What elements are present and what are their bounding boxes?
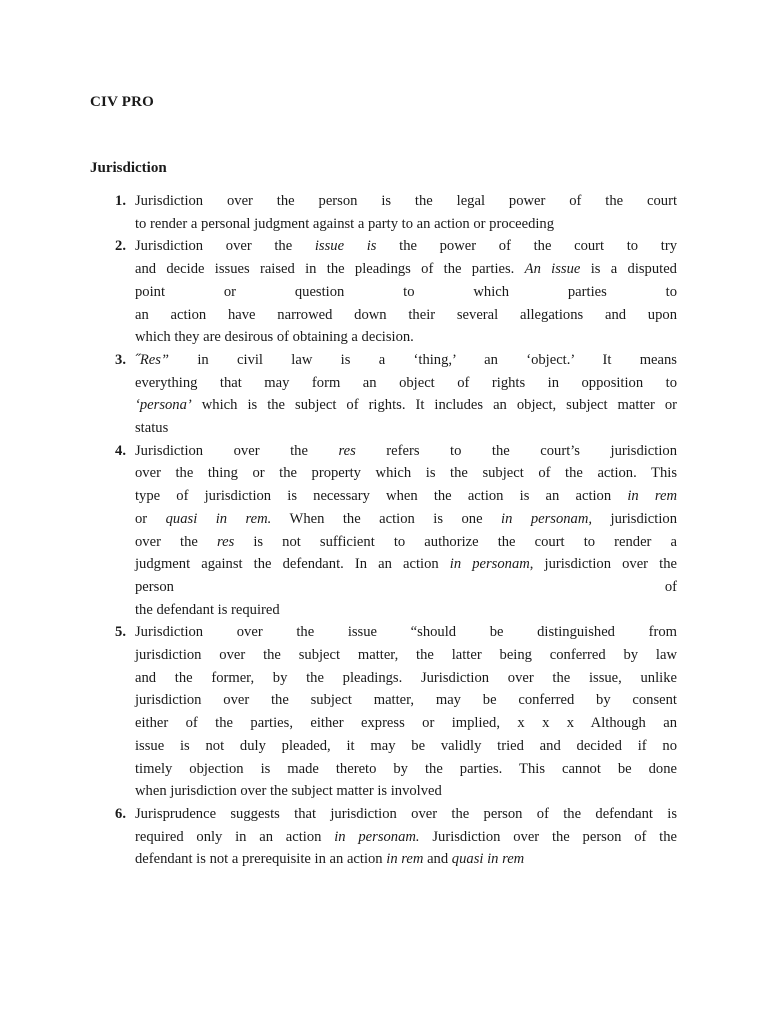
text-segment: timely objection is made thereto by the parties. This cannot be done [135,760,677,777]
italic-text: in rem [627,488,677,505]
text-segment: everything that may form an object of rights in opposition to [135,374,677,391]
text-line [135,621,677,644]
list-item [108,621,677,803]
text-line [135,531,677,554]
text-line [135,349,677,372]
text-line [135,372,677,395]
text-line [135,326,677,349]
text-segment: refers to the court’s jurisdiction [355,442,677,459]
text-line [135,281,677,304]
italic-text: ‘persona’ [135,397,192,414]
text-segment: jurisdiction over the subject matter, may be conferred by consent [135,692,677,709]
text-segment: status [135,420,169,437]
text-segment: an action have narrowed down their several allegations and upon [135,306,677,323]
list-item [108,190,677,235]
list-item-number: 3. [115,351,126,368]
italic-text: res [216,533,235,550]
text-segment: required only in an action [135,828,335,845]
italic-text: in personam [449,556,530,573]
section-heading: Jurisdiction [90,160,167,176]
italic-text: quasi in rem. [165,510,272,527]
text-segment: issue is not duly pleaded, it may be validly tried and decided if no [135,737,677,754]
text-segment: the defendant is required [135,601,280,618]
text-segment: which is the subject of rights. It includes an object, subject matter or [191,397,677,414]
document-title: CIV PRO [90,94,155,110]
list-item-number: 2. [115,238,126,255]
text-segment: in civil law is a ‘thing,’ an ‘object.’ It means [169,351,677,368]
text-segment: Jurisdiction over the person of the [419,828,677,845]
text-line [135,258,677,281]
text-segment: Jurisdiction over the issue “should be distinguished from [135,624,677,641]
text-line [135,735,677,758]
text-segment: is a disputed [580,261,677,278]
text-segment: Jurisdiction over the [135,442,339,459]
italic-text: res [338,442,356,459]
text-line [135,758,677,781]
list-item [108,235,677,349]
text-line [135,394,677,417]
text-line [135,780,677,803]
text-segment: When the action is one [271,510,502,527]
text-segment: the power of the court to try [376,238,677,255]
text-segment: jurisdiction [592,510,677,527]
text-segment: Jurisdiction over the [135,238,315,255]
text-line [135,576,677,599]
text-line [135,644,677,667]
text-segment: judgment against the defendant. In an action [135,556,450,573]
text-segment: over the thing or the property which is the subject of the action. This [135,465,677,482]
text-line [135,417,677,440]
text-line [135,712,677,735]
text-segment: , jurisdiction over the [529,556,677,573]
text-line [135,826,677,849]
text-segment: or [135,510,166,527]
text-segment: type of jurisdiction is necessary when the action is an action [135,488,628,505]
text-segment: jurisdiction over the subject matter, the latter being conferred by law [135,647,677,664]
italic-text: in personam, [501,510,593,527]
text-segment: defendant is not a prerequisite in an action [135,851,387,868]
text-segment: is not sufficient to authorize the court to render a [234,533,677,550]
text-segment: which they are desirous of obtaining a decision. [135,329,414,346]
text-segment: either of the parties, either express or implied, x x x Although an [135,715,677,732]
italic-text: issue is [314,238,377,255]
list-item [108,440,677,622]
text-segment: and the former, by the pleadings. Jurisdiction over the issue, unlike [135,669,677,686]
text-line [135,508,677,531]
numbered-list [108,190,677,871]
list-item [108,349,677,440]
list-item-number: 6. [115,805,126,822]
text-line [135,440,677,463]
text-segment: person of [135,578,677,595]
text-segment: and decide issues raised in the pleadings of the parties. [135,261,525,278]
text-line [135,235,677,258]
text-segment: Jurisdiction over the person is the legal power of the court [135,193,677,209]
text-line [135,848,677,871]
list-item-number: 1. [115,193,126,209]
list-item-number: 5. [115,624,126,641]
text-segment: and [423,851,452,868]
text-line [135,803,677,826]
text-line [135,667,677,690]
text-line [135,553,677,576]
italic-text: ˝Res” [135,351,170,368]
list-item [108,803,677,871]
text-line [135,190,677,213]
text-segment: when jurisdiction over the subject matter is involved [135,783,442,800]
text-segment: to render a personal judgment against a party to an action or proceeding [135,215,555,232]
text-segment: Jurisprudence suggests that jurisdiction over the person of the defendant is [135,805,677,822]
text-line [135,213,677,236]
list-item-number: 4. [115,442,126,459]
italic-text: in rem [386,851,424,868]
text-line [135,304,677,327]
text-line [135,599,677,622]
text-line [135,485,677,508]
text-line [135,689,677,712]
text-segment: point or question to which parties to [135,283,677,300]
italic-text: An issue [524,261,581,278]
italic-text: in personam. [334,828,420,845]
italic-text: quasi in rem [451,851,525,868]
text-line [135,462,677,485]
text-segment: over the [135,533,217,550]
